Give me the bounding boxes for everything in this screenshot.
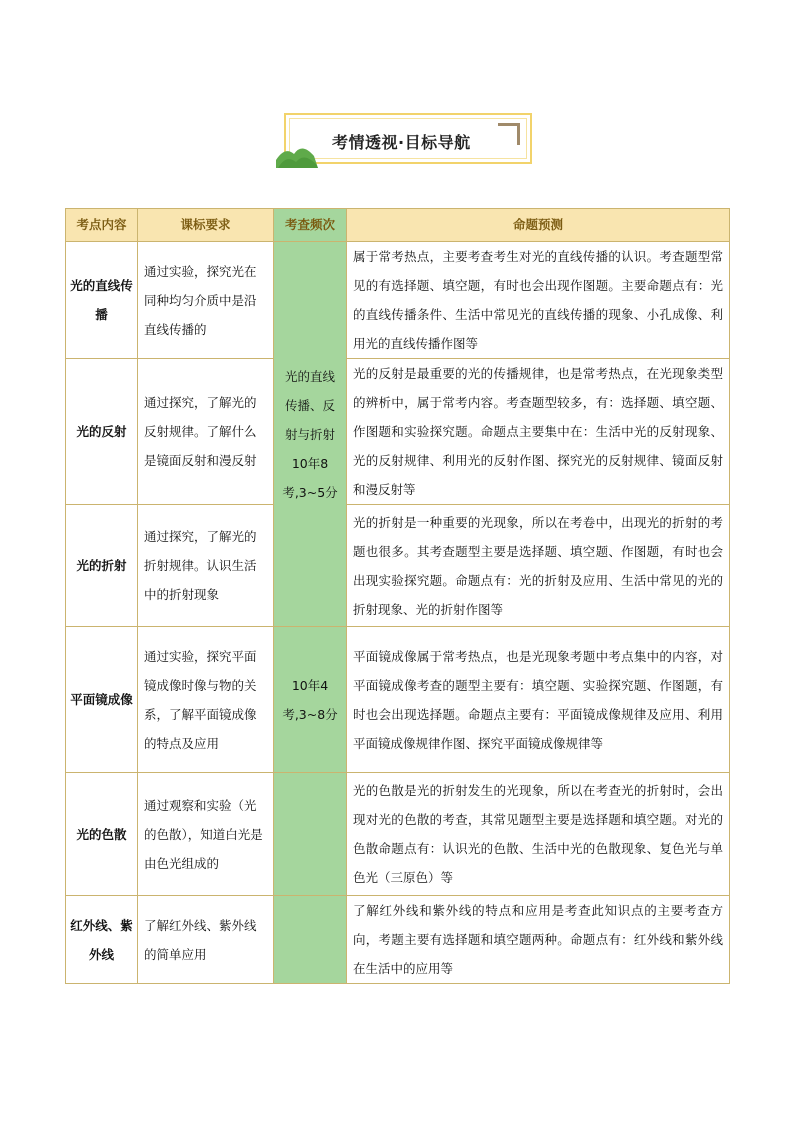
table-header-row: [66, 209, 730, 242]
table-row: [66, 505, 730, 627]
table-row: [66, 773, 730, 896]
banner-corner-mark: [517, 123, 520, 145]
prediction-cell: 光的反射是最重要的光的传播规律，也是常考热点，在光现象类型的辨析中，属于常考内容。考查题型较多，有：选择题、填空题、作图题和实验探究题。命题点主要集中在：生活中光的反射现象、光的反射规律、利用光的反射作图、探究光的反射规律、镜面反射和漫反射等: [347, 359, 730, 505]
header-requirement: 课标要求: [138, 209, 274, 242]
banner-title: 考情透视·目标导航: [332, 133, 471, 152]
prediction-cell: 了解红外线和紫外线的特点和应用是考查此知识点的主要考查方向，考题主要有选择题和填空题两种。命题点有：红外线和紫外线在生活中的应用等: [347, 896, 730, 984]
header-frequency: 考查频次: [274, 209, 347, 242]
hills-icon: [276, 140, 318, 168]
topic-cell: 红外线、紫外线: [66, 896, 138, 984]
frequency-cell: [274, 896, 347, 984]
topic-cell: 光的折射: [66, 505, 138, 627]
prediction-cell: 属于常考热点，主要考查考生对光的直线传播的认识。考查题型常见的有选择题、填空题，有时也会出现作图题。主要命题点有：光的直线传播条件、生活中常见光的直线传播的现象、小孔成像、利用光的直线传播作图等: [347, 242, 730, 359]
table-row: [66, 896, 730, 984]
prediction-cell: 光的色散是光的折射发生的光现象，所以在考查光的折射时，会出现对光的色散的考查，其常见题型主要是选择题和填空题。对光的色散命题点有：认识光的色散、生活中光的色散现象、复色光与单色光（三原色）等: [347, 773, 730, 896]
table-row: [66, 242, 730, 359]
requirement-cell: 了解红外线、紫外线的简单应用: [138, 896, 274, 984]
frequency-cell: 10年4考,3~8分: [274, 627, 347, 773]
requirement-cell: 通过实验，探究光在同种均匀介质中是沿直线传播的: [138, 242, 274, 359]
frequency-cell: [274, 773, 347, 896]
topic-cell: 光的直线传播: [66, 242, 138, 359]
section-banner: [276, 110, 534, 170]
table-row: [66, 627, 730, 773]
topic-cell: 光的色散: [66, 773, 138, 896]
header-prediction: 命题预测: [347, 209, 730, 242]
header-topic: 考点内容: [66, 209, 138, 242]
prediction-cell: 平面镜成像属于常考热点，也是光现象考题中考点集中的内容，对平面镜成像考查的题型主要有：填空题、实验探究题、作图题，有时也会出现选择题。命题点主要有：平面镜成像规律及应用、利用平面镜成像规律作图、探究平面镜成像规律等: [347, 627, 730, 773]
banner-frame: [284, 113, 532, 164]
requirement-cell: 通过探究，了解光的折射规律。认识生活中的折射现象: [138, 505, 274, 627]
frequency-cell: 光的直线传播、反射与折射10年8考,3~5分: [274, 242, 347, 627]
requirement-cell: 通过观察和实验（光的色散），知道白光是由色光组成的: [138, 773, 274, 896]
requirement-cell: 通过探究，了解光的反射规律。了解什么是镜面反射和漫反射: [138, 359, 274, 505]
table-row: [66, 359, 730, 505]
exam-analysis-table: [65, 208, 730, 984]
topic-cell: 光的反射: [66, 359, 138, 505]
topic-cell: 平面镜成像: [66, 627, 138, 773]
requirement-cell: 通过实验，探究平面镜成像时像与物的关系，了解平面镜成像的特点及应用: [138, 627, 274, 773]
prediction-cell: 光的折射是一种重要的光现象，所以在考卷中，出现光的折射的考题也很多。其考查题型主要是选择题、填空题、作图题，有时也会出现实验探究题。命题点有：光的折射及应用、生活中常见的光的折射现象、光的折射作图等: [347, 505, 730, 627]
